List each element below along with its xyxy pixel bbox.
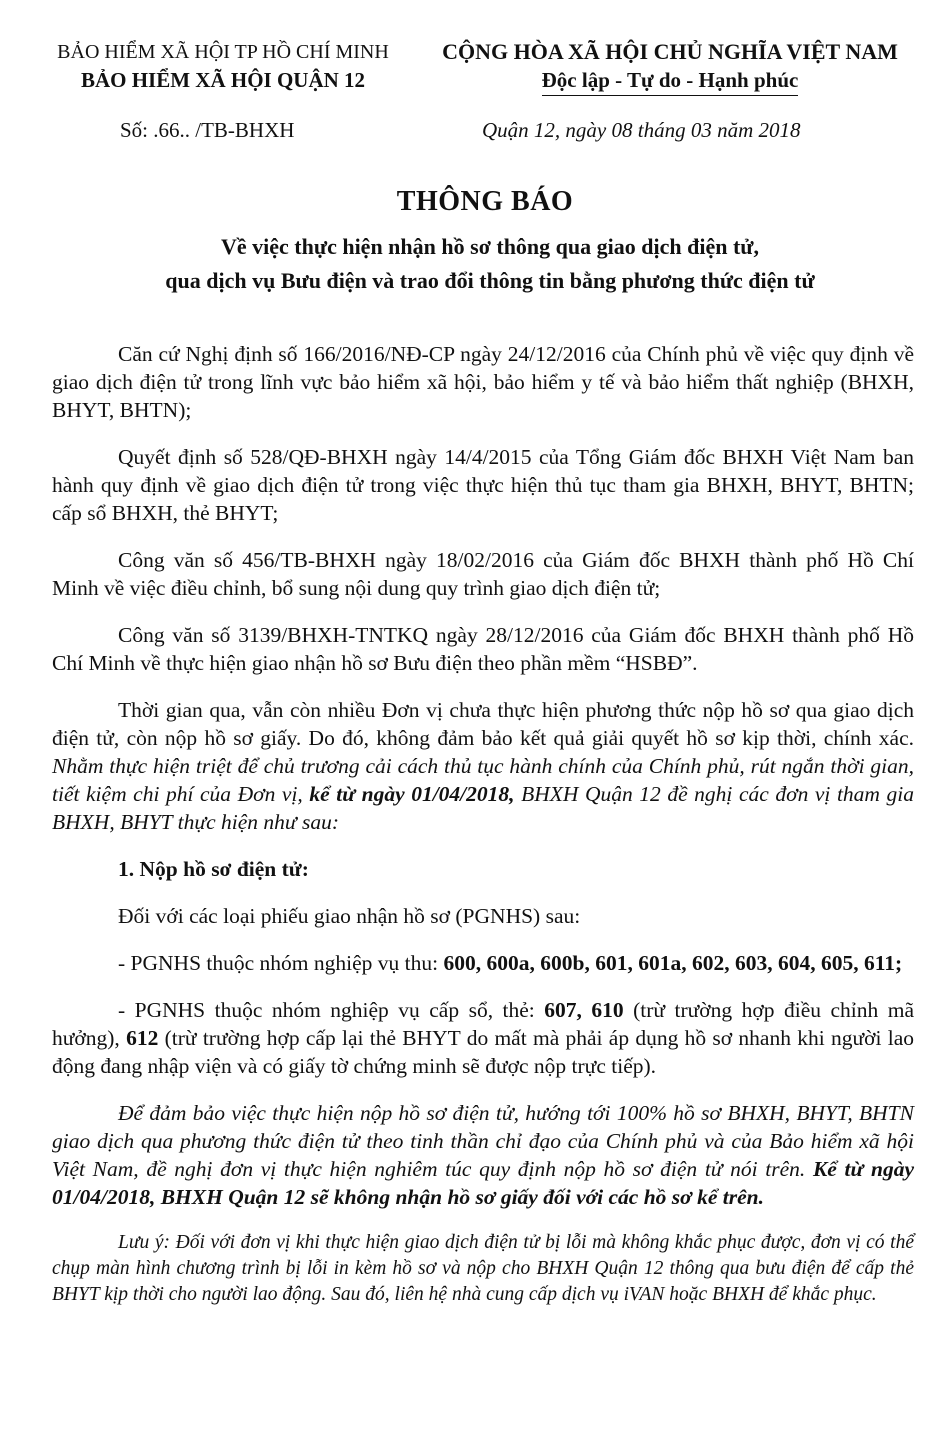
book-card-codes-2: 612 [126,1026,159,1050]
commitment-effective-notice: Kể từ ngày 01/04/2018, BHXH Quận 12 sẽ không nhận hồ sơ giấy đối với các hồ sơ kể trên. [52,1157,914,1209]
paragraph-legal-basis-3: Công văn số 456/TB-BHXH ngày 18/02/2016 của Giám đốc BHXH thành phố Hồ Chí Minh về việc điều chỉnh, bổ sung nội dung quy trình giao dịch điện tử; [52,548,914,600]
document-date: Quận 12, ngày 08 tháng 03 năm 2018 [482,118,801,142]
paragraph-pgnhs-intro: Đối với các loại phiếu giao nhận hồ sơ (PGNHS) sau: [118,904,581,928]
book-card-prefix: - PGNHS thuộc nhóm nghiệp vụ cấp sổ, thẻ: [118,998,545,1022]
effective-date-phrase: kể từ ngày 01/04/2018, [309,782,515,806]
nation-name: CỘNG HÒA XÃ HỘI CHỦ NGHĨA VIỆT NAM [442,39,898,64]
background-italic-text: Nhằm thực hiện triệt để chủ trương cải cách thủ tục hành chính của Chính phủ, rút ngắn thời gian, tiết kiệm chi phí của Đơn vị, [52,754,914,806]
section-1-heading: 1. Nộp hồ sơ điện tử: [118,857,309,881]
book-card-suffix: (trừ trường hợp cấp lại thẻ BHYT do mất mà phải áp dụng hồ sơ nhanh khi người lao động đang nhập viện và có giấy tờ chứng minh sẽ được nộp trực tiếp). [52,1026,914,1078]
document-subtitle [0,230,936,298]
book-card-codes-1: 607, 610 [544,998,624,1022]
paragraph-pgnhs-book-card [52,996,914,1080]
paragraph-legal-basis-1: Căn cứ Nghị định số 166/2016/NĐ-CP ngày 24/12/2016 của Chính phủ về việc quy định về giao dịch điện tử trong lĩnh vực bảo hiểm xã hội, bảo hiểm y tế và bảo hiểm thất nghiệp (BHXH, BHYT, BHTN); [52,342,914,422]
paragraph-pgnhs-collection [52,949,914,977]
agency-name: BẢO HIỂM XÃ HỘI QUẬN 12 [80,68,366,92]
document-number: Số: .66.. /TB-BHXH [120,118,295,142]
paragraph-legal-basis-4: Công văn số 3139/BHXH-TNTKQ ngày 28/12/2016 của Giám đốc BHXH thành phố Hồ Chí Minh về thực hiện giao nhận hồ sơ Bưu điện theo phần mềm “HSBĐ”. [52,623,914,675]
collection-prefix: - PGNHS thuộc nhóm nghiệp vụ thu: [118,951,444,975]
document-title: THÔNG BÁO [396,186,574,217]
commitment-text: Để đảm bảo việc thực hiện nộp hồ sơ điện tử, hướng tới 100% hồ sơ BHXH, BHYT, BHTN giao dịch qua phương thức điện tử theo tinh thần chỉ đạo của Chính phủ và của Bảo hiểm xã hội Việt Nam, đề nghị đơn vị thực hiện nghiêm túc quy định nộp hồ sơ điện tử nói trên. [52,1101,914,1181]
background-request-text: BHXH Quận 12 đề nghị các đơn vị tham gia BHXH, BHYT thực hiện như sau: [52,782,914,834]
document-body [52,340,914,1308]
paragraph-commitment [52,1099,914,1211]
book-card-mid: (trừ trường hợp điều chỉnh mã hưởng), [52,998,914,1050]
collection-codes: 600, 600a, 600b, 601, 601a, 602, 603, 604, 605, 611; [443,951,903,975]
subtitle-line-2: qua dịch vụ Bưu điện và trao đổi thông tin bằng phương thức điện tử [165,268,815,293]
paragraph-background [52,696,914,836]
note-paragraph: Lưu ý: Đối với đơn vị khi thực hiện giao dịch điện tử bị lỗi mà không khắc phục được, đơn vị có thể chụp màn hình chương trình bị lỗi in kèm hồ sơ và nộp cho BHXH Quận 12 thông qua bưu điện để cấp thẻ BHYT kịp thời cho người lao động. Sau đó, liên hệ nhà cung cấp dịch vụ iVAN hoặc BHXH để khắc phục. [52,1232,914,1305]
agency-parent-name: BẢO HIỂM XÃ HỘI TP HỒ CHÍ MINH [57,41,389,63]
subtitle-line-1: Về việc thực hiện nhận hồ sơ thông qua giao dịch điện tử, [221,234,759,259]
nation-header [420,38,920,96]
paragraph-legal-basis-2: Quyết định số 528/QĐ-BHXH ngày 14/4/2015 của Tổng Giám đốc BHXH Việt Nam ban hành quy định về giao dịch điện tử trong việc thực hiện thủ tục tham gia BHXH, BHYT, BHTN; cấp sổ BHXH, thẻ BHYT; [52,445,914,525]
agency-header [28,38,418,94]
background-text: Thời gian qua, vẫn còn nhiều Đơn vị chưa thực hiện phương thức nộp hồ sơ qua giao dịch điện tử, còn nộp hồ sơ giấy. Do đó, không đảm bảo kết quả giải quyết hồ sơ kịp thời, chính xác. [52,698,914,750]
nation-motto: Độc lập - Tự do - Hạnh phúc [542,66,799,96]
